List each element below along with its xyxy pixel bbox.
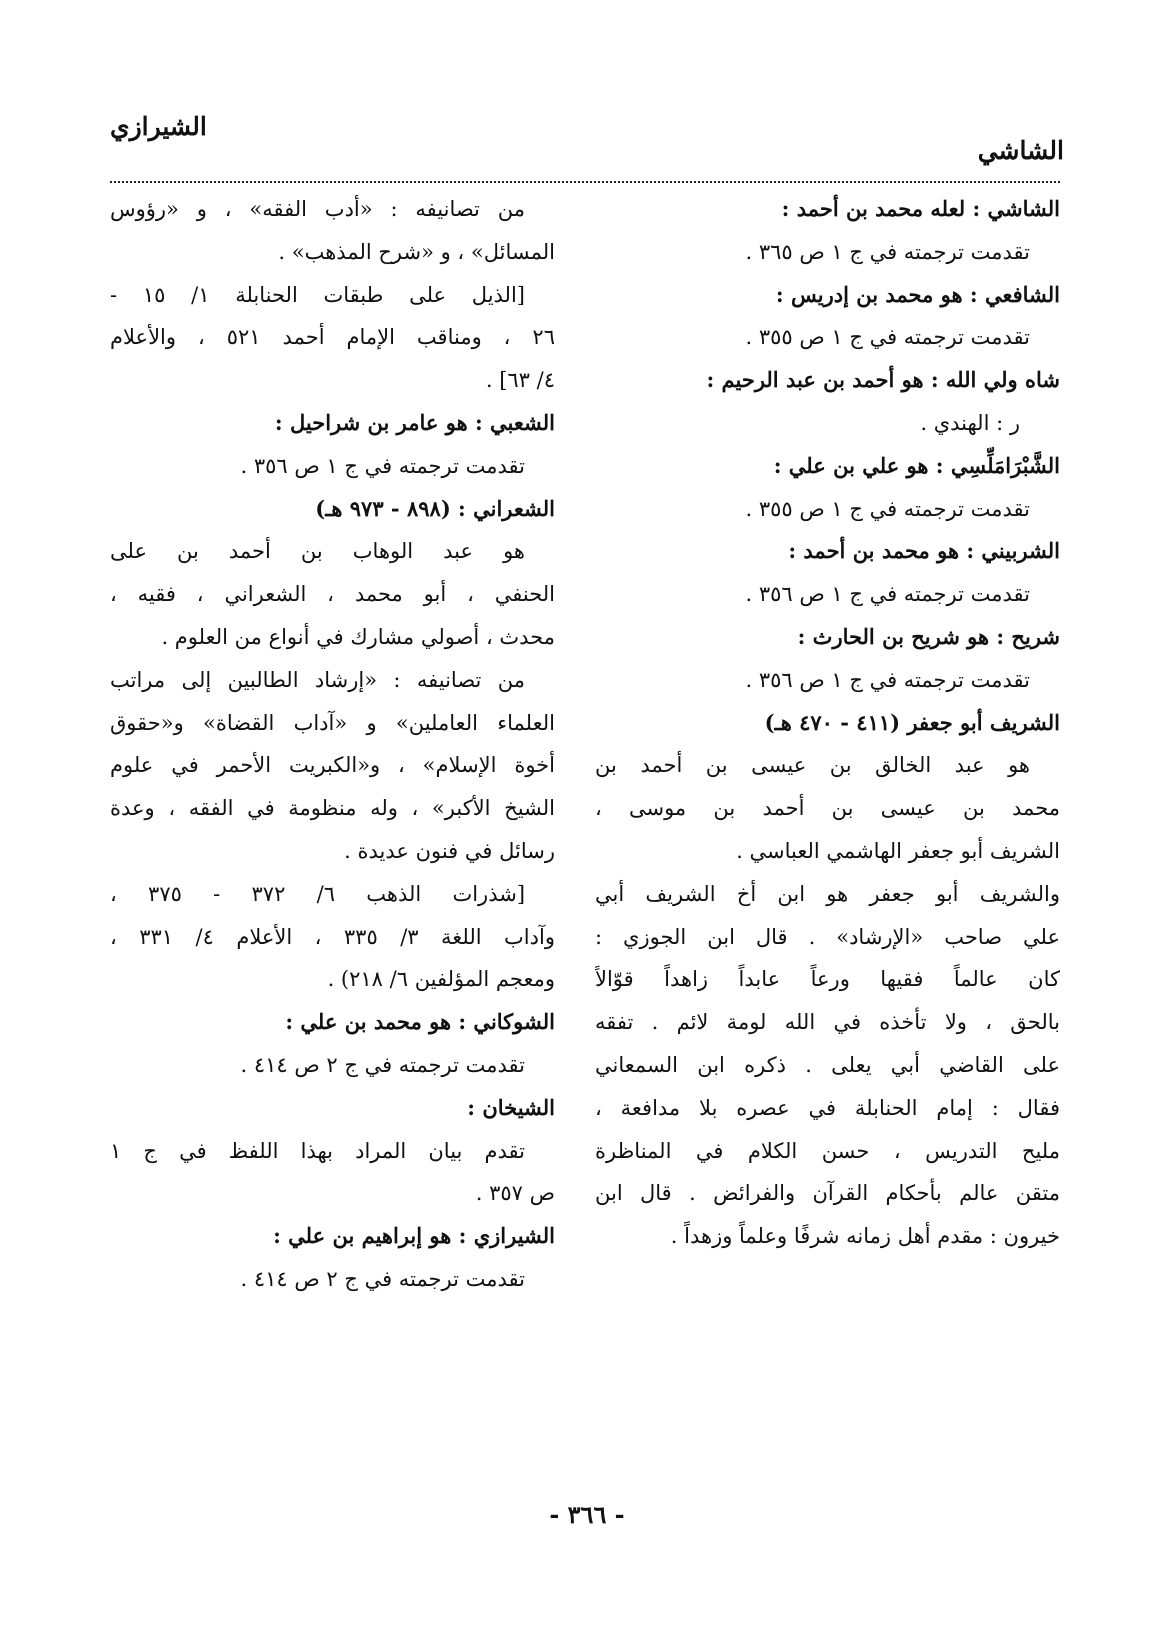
text-line: من تصانيفه : «إرشاد الطالبين إلى مراتب <box>110 667 525 692</box>
text-line: الشعبي : هو عامر بن شراحيل : <box>274 409 555 435</box>
text-line: ٢٦ ، ومناقب الإمام أحمد ٥٢١ ، والأعلام <box>110 325 555 350</box>
text-line: والشريف أبو جعفر هو ابن أخ الشريف أبي <box>595 881 1060 906</box>
text-line: فقال : إمام الحنابلة في عصره بلا مدافعة ، <box>595 1095 1060 1120</box>
text-line: الشريف أبو جعفر الهاشمي العباسي . <box>736 838 1060 863</box>
text-line: تقدمت ترجمته في ج ٢ ص ٤١٤ . <box>240 1052 525 1077</box>
text-line: على القاضي أبي يعلى . ذكره ابن السمعاني <box>595 1052 1060 1077</box>
text-line: تقدمت ترجمته في ج ١ ص ٣٥٦ . <box>745 667 1030 692</box>
text-line: العلماء العاملين» و «آداب القضاة» و«حقوق <box>110 710 555 735</box>
header-divider <box>110 181 1060 183</box>
text-line: الشاشي : لعله محمد بن أحمد : <box>781 196 1060 221</box>
text-line: تقدمت ترجمته في ج ١ ص ٣٦٥ . <box>745 239 1030 264</box>
text-line: الشوكاني : هو محمد بن علي : <box>285 1009 555 1035</box>
running-header-left: الشيرازي <box>110 112 207 141</box>
text-line: وآداب اللغة ٣/ ٣٣٥ ، الأعلام ٤/ ٣٣١ ، <box>110 924 555 949</box>
text-line: الشَّبْرَامَلِّسِي : هو علي بن علي : <box>773 452 1060 478</box>
text-line: الشافعي : هو محمد بن إدريس : <box>775 281 1060 307</box>
running-header-right: الشاشي <box>977 136 1064 165</box>
text-line: هو عبد الوهاب بن أحمد بن على <box>110 539 525 564</box>
text-line: [الذيل على طبقات الحنابلة ١/ ١٥ - <box>110 282 525 307</box>
text-line: بالحق ، ولا تأخذه في الله لومة لائم . تفقه <box>595 1010 1060 1035</box>
text-line: الحنفي ، أبو محمد ، الشعراني ، فقيه ، <box>110 582 555 607</box>
text-line: مليح التدريس ، حسن الكلام في المناظرة <box>595 1138 1060 1163</box>
text-line: متقن عالم بأحكام القرآن والفرائض . قال ابن <box>595 1181 1060 1206</box>
text-line: الشريف أبو جعفر (٤١١ - ٤٧٠ هـ) <box>764 709 1060 735</box>
page-number: - ٣٦٦ - <box>549 1500 625 1529</box>
right-text-column <box>595 188 1060 1258</box>
text-line: المسائل» ، و «شرح المذهب» . <box>278 239 555 264</box>
text-line: الشعراني : (٨٩٨ - ٩٧٣ هـ) <box>315 495 555 521</box>
text-line: تقدم بيان المراد بهذا اللفظ في ج ١ <box>110 1138 525 1163</box>
text-line: علي صاحب «الإرشاد» . قال ابن الجوزي : <box>595 924 1060 949</box>
text-line: محمد بن عيسى بن أحمد بن موسى ، <box>595 796 1060 821</box>
text-line: الشيخان : <box>467 1094 555 1120</box>
text-line: أخوة الإسلام» ، و«الكبريت الأحمر في علوم <box>110 753 555 778</box>
text-line: شاه ولي الله : هو أحمد بن عبد الرحيم : <box>706 367 1060 393</box>
text-line: الشربيني : هو محمد بن أحمد : <box>788 538 1060 564</box>
text-line: ٤/ ٦٣] . <box>485 368 555 393</box>
text-line: خيرون : مقدم أهل زمانه شرفًا وعلماً وزهداً . <box>670 1224 1060 1249</box>
text-line: تقدمت ترجمته في ج ١ ص ٣٥٦ . <box>745 582 1030 607</box>
text-line: ص ٣٥٧ . <box>475 1181 555 1206</box>
text-line: هو عبد الخالق بن عيسى بن أحمد بن <box>595 753 1030 778</box>
left-text-column <box>110 188 555 1301</box>
text-line: شريح : هو شريح بن الحارث : <box>797 623 1060 649</box>
text-line: ر : الهندي . <box>920 410 1020 435</box>
text-line: [شذرات الذهب ٦/ ٣٧٢ - ٣٧٥ ، <box>110 881 526 906</box>
text-line: كان عالماً فقيها ورعاً عابداً زاهداً قوّالاً <box>595 967 1060 992</box>
text-line: رسائل في فنون عديدة . <box>344 838 555 863</box>
text-line: محدث ، أصولي مشارك في أنواع من العلوم . <box>161 624 555 649</box>
text-line: ومعجم المؤلفين ٦/ ٢١٨) . <box>327 967 555 992</box>
text-line: تقدمت ترجمته في ج ١ ص ٣٥٥ . <box>745 496 1030 521</box>
text-line: الشيخ الأكبر» ، وله منظومة في الفقه ، وعدة <box>110 796 555 821</box>
text-line: تقدمت ترجمته في ج ١ ص ٣٥٦ . <box>240 453 525 478</box>
text-line: الشيرازي : هو إبراهيم بن علي : <box>273 1223 555 1249</box>
text-line: من تصانيفه : «أدب الفقه» ، و «رؤوس <box>110 197 525 221</box>
text-line: تقدمت ترجمته في ج ٢ ص ٤١٤ . <box>240 1266 525 1291</box>
text-line: تقدمت ترجمته في ج ١ ص ٣٥٥ . <box>745 325 1030 350</box>
